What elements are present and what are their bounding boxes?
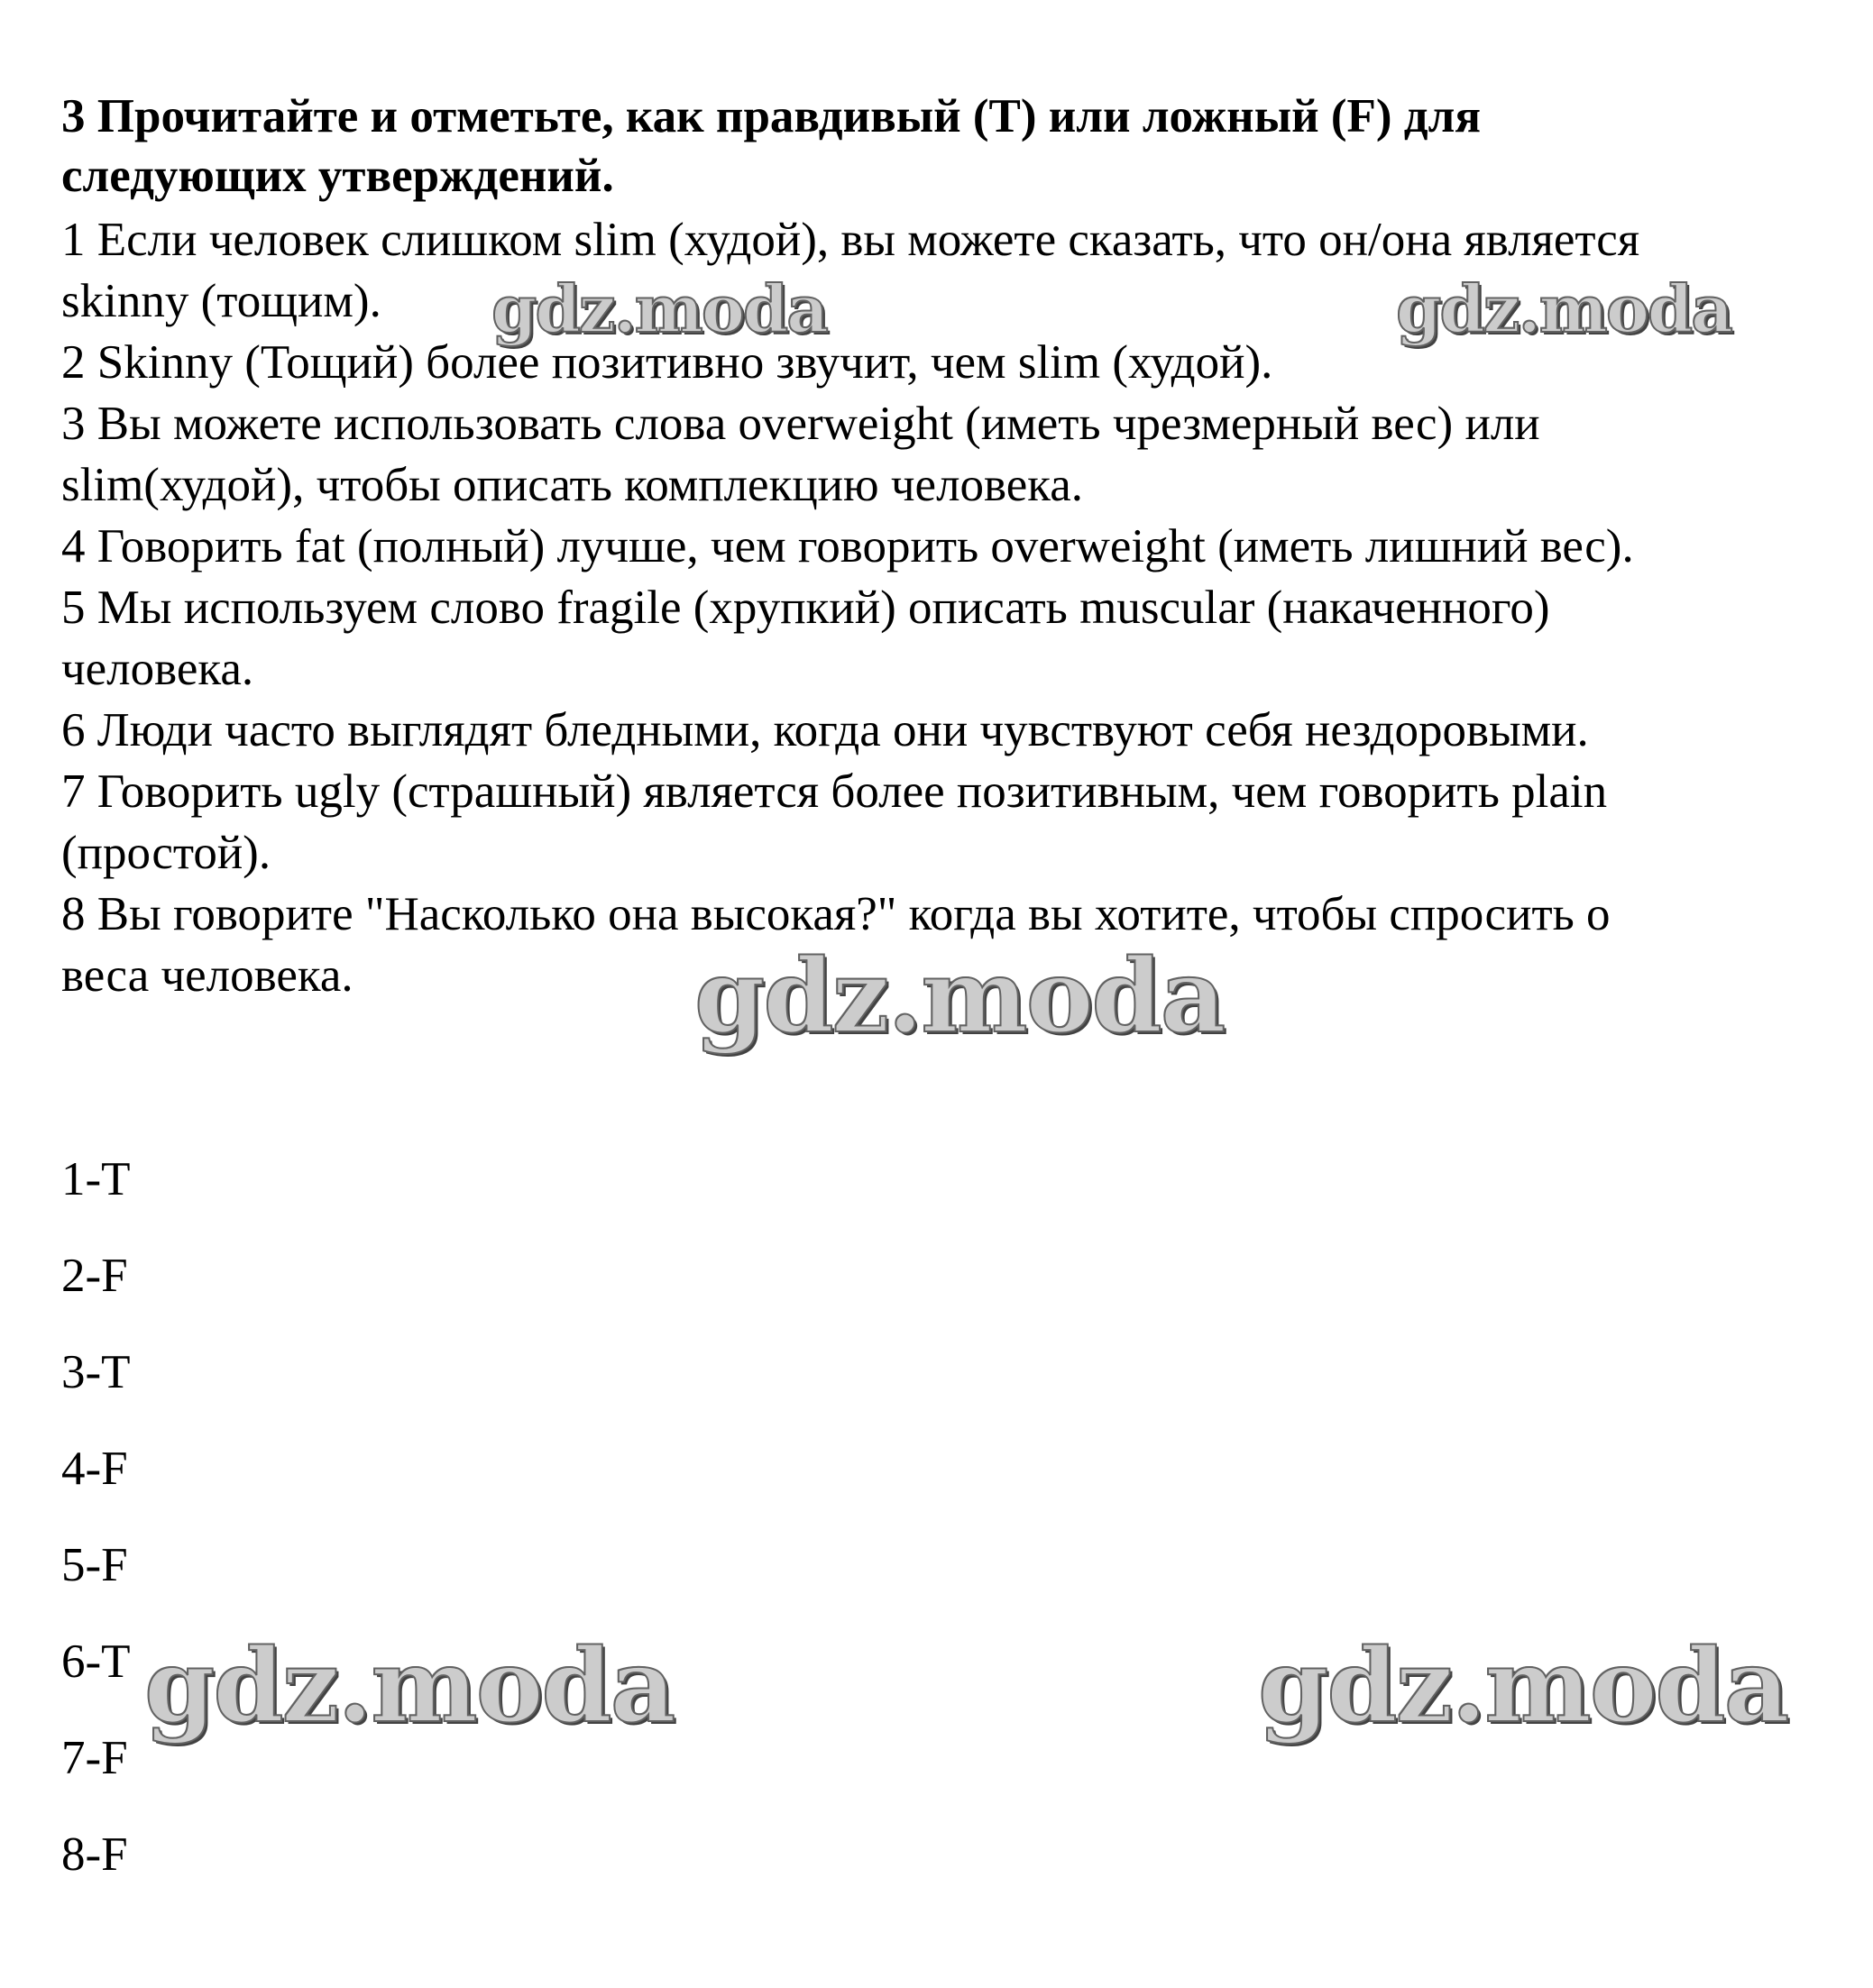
answer-item: 3-T (61, 1346, 131, 1398)
watermark-logo: gdz.moda (491, 270, 827, 347)
answer-item: 4-F (61, 1443, 128, 1495)
statement-5-line: 5 Мы используем слово fragile (хрупкий) описать muscular (накаченного) (61, 582, 1550, 634)
watermark-logo: gdz.moda (694, 938, 1225, 1056)
statement-list (61, 209, 1856, 1006)
statement-8-line: веса человека. (61, 949, 353, 1002)
statement-6-line: 6 Люди часто выглядят бледными, когда они чувствуют себя нездоровыми. (61, 704, 1589, 756)
answer-item: 6-T (61, 1635, 131, 1688)
exercise-title-line: следующих утверждений. (61, 150, 614, 202)
statement-1-line: 1 Если человек слишком slim (худой), вы можете сказать, что он/она является (61, 214, 1640, 266)
watermark-logo: gdz.moda (144, 1627, 675, 1745)
statement-8-line: 8 Вы говорите "Насколько она высокая?" когда вы хотите, чтобы спросить о (61, 888, 1611, 940)
statement-7-line: (простой). (61, 827, 271, 879)
statement-1-line: skinny (тощим). (61, 275, 381, 327)
statement-3-line: slim(худой), чтобы описать комплекцию человека. (61, 459, 1083, 511)
answer-item: 8-F (61, 1828, 128, 1881)
answer-item: 2-F (61, 1250, 128, 1302)
statement-7-line: 7 Говорить ugly (страшный) является более позитивным, чем говорить plain (61, 765, 1608, 818)
answer-list (61, 1131, 332, 1903)
exercise-title (61, 87, 1829, 206)
exercise-title-line: 3 Прочитайте и отметьте, как правдивый (T) или ложный (F) для (61, 90, 1482, 142)
statement-5-line: человека. (61, 643, 254, 695)
answer-item: 7-F (61, 1732, 128, 1784)
watermark-logo: gdz.moda (1396, 270, 1731, 347)
statement-2-line: 2 Skinny (Тощий) более позитивно звучит, чем slim (худой). (61, 336, 1273, 389)
answer-item: 1-T (61, 1153, 131, 1205)
watermark-logo: gdz.moda (1258, 1627, 1788, 1745)
statement-4-line: 4 Говорить fat (полный) лучше, чем говорить overweight (иметь лишний вес). (61, 520, 1634, 573)
statement-3-line: 3 Вы можете использовать слова overweight (иметь чрезмерный вес) или (61, 398, 1540, 450)
answer-item: 5-F (61, 1539, 128, 1591)
